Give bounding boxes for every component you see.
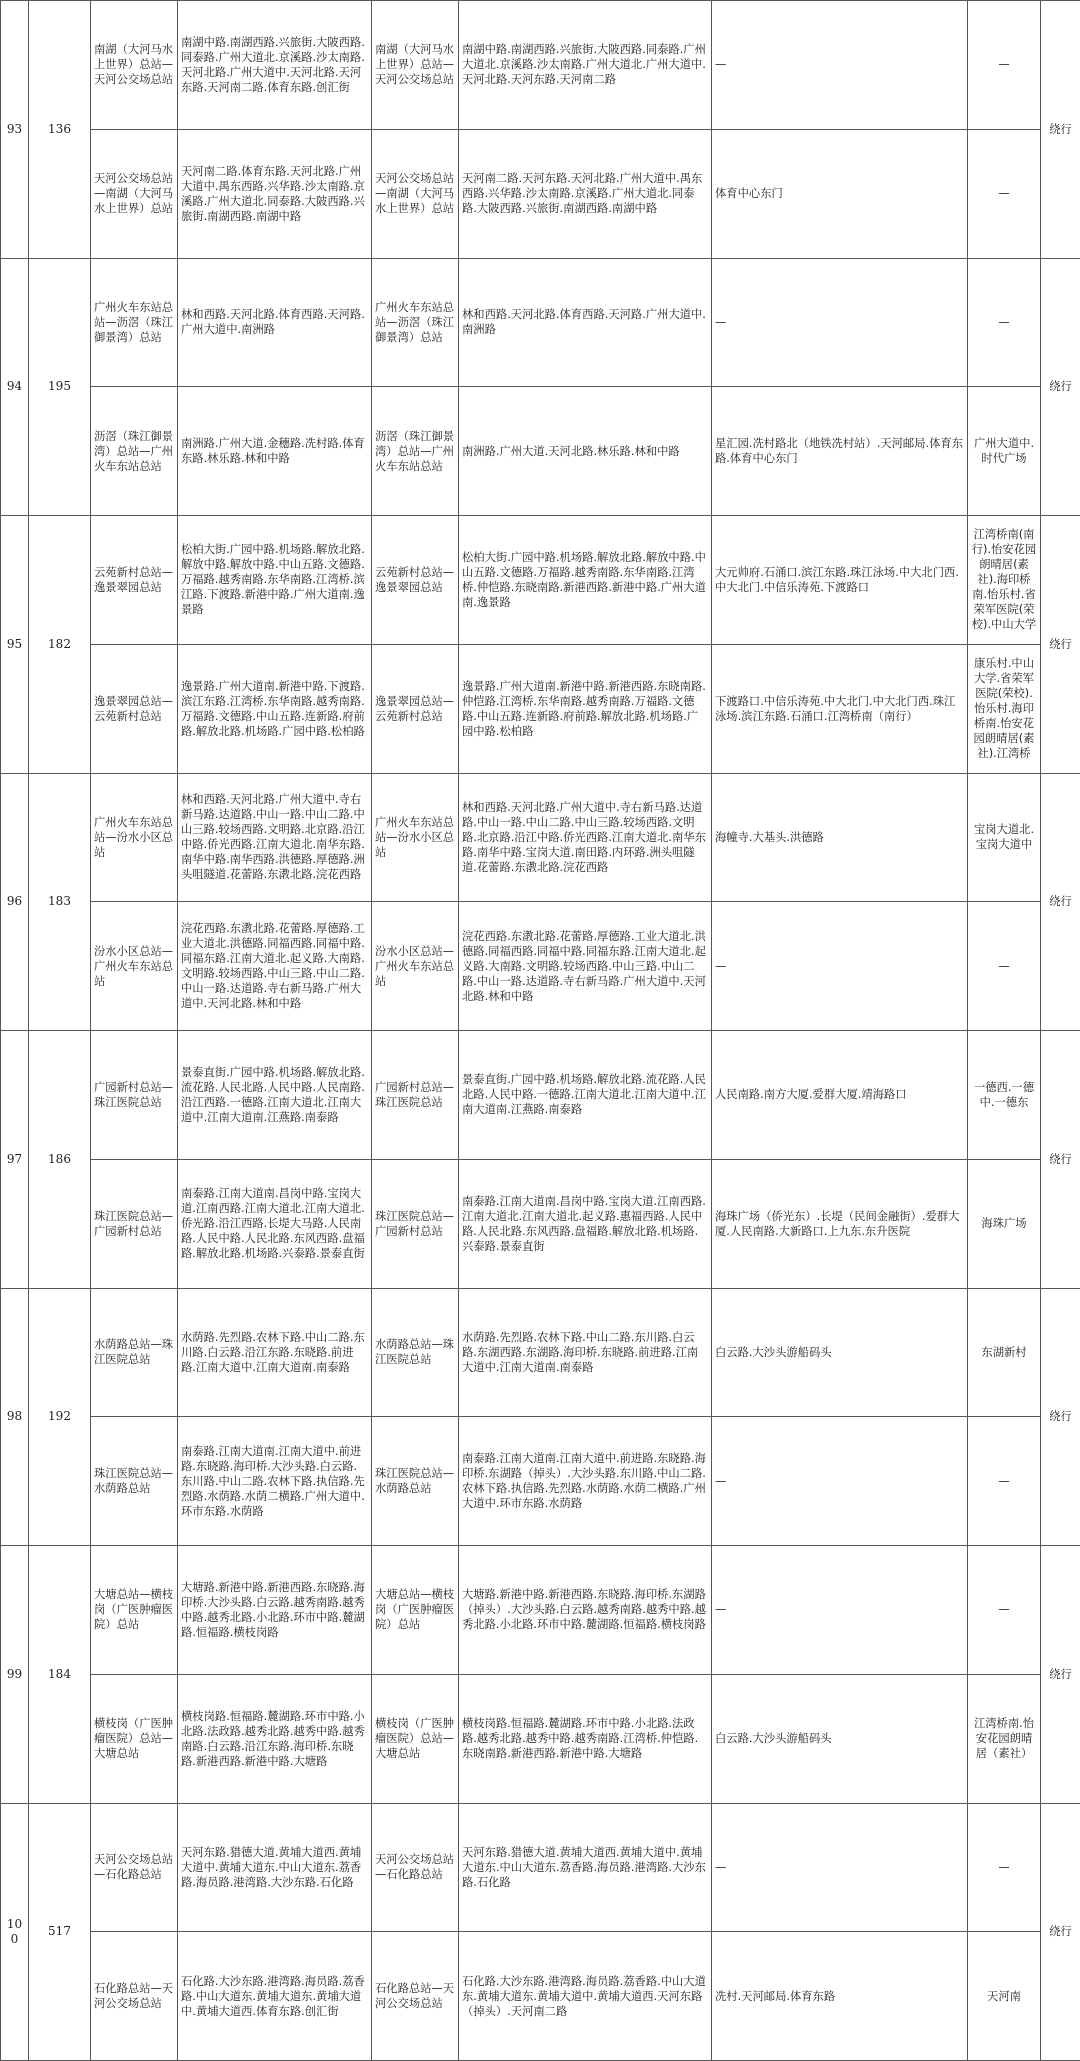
added-stops-cell: 体育中心东门	[712, 129, 968, 258]
new-terminals-cell: 南湖（大河马水上世界）总站—天河公交场总站	[372, 1, 459, 130]
table-row	[1, 1288, 1080, 1417]
orig-path-cell: 南泰路.江南大道南.昌岗中路.宝岗大道.江南西路.江南大道北.江南大道北.侨光路.沿江西路.长堤大马路.人民南路.人民中路.人民北路.东风西路.盘福路.解放北路.机场路.兴泰路.景泰直街	[178, 1159, 372, 1288]
table-row	[1, 1932, 1080, 2061]
removed-stops-cell: —	[968, 902, 1041, 1031]
new-path-cell: 逸景路.广州大道南.新港中路.新港西路.东晓南路.仲恺路.江湾桥.东华南路.越秀南路.万福路.文德路.中山五路.连新路.府前路.解放北路.机场路.广园中路.松柏路	[459, 644, 712, 773]
removed-stops-cell: 海珠广场	[968, 1159, 1041, 1288]
table-row	[1, 129, 1080, 258]
new-path-cell: 浣花西路.东漖北路.花蕾路.厚德路.工业大道北.洪德路.同福西路.同福中路.同福东路.江南大道北.起义路.大南路.文明路.较场西路.中山三路.中山二路.中山一路.达道路.寺右新马路.广州大道中.天河北路.林和中路	[459, 902, 712, 1031]
added-stops-cell: 白云路.大沙头游船码头	[712, 1288, 968, 1417]
removed-stops-cell: —	[968, 1803, 1041, 1932]
orig-path-cell: 林和西路.天河北路.体育西路.天河路.广州大道中.南洲路	[178, 258, 372, 387]
orig-path-cell: 南泰路.江南大道南.江南大道中.前进路.东晓路.海印桥.大沙头路.白云路.东川路.中山二路.农林下路.执信路.先烈路.水荫路.水荫二横路.广州大道中.环市东路.水荫路	[178, 1417, 372, 1546]
new-terminals-cell: 广园新村总站—珠江医院总站	[372, 1031, 459, 1160]
table-row	[1, 644, 1080, 773]
table-row	[1, 258, 1080, 387]
added-stops-cell: —	[712, 258, 968, 387]
table-row	[1, 516, 1080, 645]
orig-terminals-cell: 石化路总站—天河公交场总站	[91, 1932, 178, 2061]
added-stops-cell: 白云路.大沙头游船码头	[712, 1674, 968, 1803]
note-cell: 绕行	[1041, 773, 1080, 1031]
orig-terminals-cell: 广州火车东站总站—沥滘（珠江御景湾）总站	[91, 258, 178, 387]
new-terminals-cell: 广州火车东站总站—沥滘（珠江御景湾）总站	[372, 258, 459, 387]
note-cell: 绕行	[1041, 258, 1080, 516]
orig-terminals-cell: 南湖（大河马水上世界）总站—天河公交场总站	[91, 1, 178, 130]
orig-path-cell: 南洲路.广州大道.金穗路.冼村路.体育东路.林乐路.林和中路	[178, 387, 372, 516]
new-path-cell: 大塘路.新港中路.新港西路.东晓路.海印桥.东湖路（掉头）.大沙头路.白云路.越秀南路.越秀中路.越秀北路.小北路.环市中路.麓湖路.恒福路.横枝岗路	[459, 1546, 712, 1675]
orig-terminals-cell: 广园新村总站—珠江医院总站	[91, 1031, 178, 1160]
table-row	[1, 1803, 1080, 1932]
table-row	[1, 1031, 1080, 1160]
note-cell: 绕行	[1041, 516, 1080, 774]
orig-terminals-cell: 横枝岗（广医肿瘤医院）总站—大塘总站	[91, 1674, 178, 1803]
orig-path-cell: 石化路.大沙东路.港湾路.海员路.荔香路.中山大道东.黄埔大道东.黄埔大道中.黄埔大道西.体育东路.创汇街	[178, 1932, 372, 2061]
orig-path-cell: 逸景路.广州大道南.新港中路.下渡路.滨江东路.江湾桥.东华南路.越秀南路.万福路.文德路.中山五路.连新路.府前路.解放北路.机场路.广园中路.松柏路	[178, 644, 372, 773]
orig-path-cell: 横枝岗路.恒福路.麓湖路.环市中路.小北路.法政路.越秀北路.越秀中路.越秀南路.白云路.沿江东路.海印桥.东晓路.新港西路.新港中路.大塘路	[178, 1674, 372, 1803]
removed-stops-cell: 康乐村.中山大学.省荣军医院(荣校).怡乐村.海印桥南.怡安花园朗晴居(素社).江湾桥	[968, 644, 1041, 773]
orig-terminals-cell: 珠江医院总站—水荫路总站	[91, 1417, 178, 1546]
added-stops-cell: —	[712, 902, 968, 1031]
orig-terminals-cell: 广州火车东站总站—汾水小区总站	[91, 773, 178, 902]
orig-path-cell: 天河东路.猎德大道.黄埔大道西.黄埔大道中.黄埔大道东.中山大道东.荔香路.海员路.港湾路.大沙东路.石化路	[178, 1803, 372, 1932]
new-path-cell: 天河南二路.天河东路.天河北路.广州大道中.禺东西路.兴华路.沙太南路.京溪路.广州大道北.同泰路.大陂西路.兴旅街.南湖西路.南湖中路	[459, 129, 712, 258]
orig-terminals-cell: 大塘总站—横枝岗（广医肿瘤医院）总站	[91, 1546, 178, 1675]
new-path-cell: 南洲路.广州大道.天河北路.林乐路.林和中路	[459, 387, 712, 516]
orig-path-cell: 景泰直街.广园中路.机场路.解放北路.流花路.人民北路.人民中路.人民南路.沿江西路.一德路.江南大道北.江南大道中.江南大道南.江燕路.南泰路	[178, 1031, 372, 1160]
table-row	[1, 1417, 1080, 1546]
added-stops-cell: 海幢寺.大基头.洪德路	[712, 773, 968, 902]
removed-stops-cell: 天河南	[968, 1932, 1041, 2061]
added-stops-cell: —	[712, 1, 968, 130]
seq-cell: 99	[1, 1546, 29, 1804]
new-terminals-cell: 珠江医院总站—水荫路总站	[372, 1417, 459, 1546]
removed-stops-cell: —	[968, 1, 1041, 130]
line-number-cell: 183	[29, 773, 91, 1031]
removed-stops-cell: —	[968, 1417, 1041, 1546]
line-number-cell: 186	[29, 1031, 91, 1289]
orig-path-cell: 水荫路.先烈路.农林下路.中山二路.东川路.白云路.沿江东路.东晓路.前进路.江南大道中.江南大道南.南泰路	[178, 1288, 372, 1417]
table-row	[1, 1, 1080, 130]
new-terminals-cell: 沥滘（珠江御景湾）总站—广州火车东站总站	[372, 387, 459, 516]
line-number-cell: 184	[29, 1546, 91, 1804]
new-path-cell: 水荫路.先烈路.农林下路.中山二路.东川路.白云路.东湖西路.东湖路.海印桥.东晓路.前进路.江南大道中.江南大道南.南泰路	[459, 1288, 712, 1417]
new-path-cell: 景泰直街.广园中路.机场路.解放北路.流花路.人民北路.人民中路.一德路.江南大道北.江南大道中.江南大道南.江燕路.南泰路	[459, 1031, 712, 1160]
removed-stops-cell: —	[968, 129, 1041, 258]
orig-path-cell: 南湖中路.南湖西路.兴旅街.大陂西路.同泰路.广州大道北.京溪路.沙太南路.天河北路.广州大道中.天河北路.天河东路.天河南二路.体育东路.创汇街	[178, 1, 372, 130]
new-path-cell: 南湖中路.南湖西路.兴旅街.大陂西路.同泰路.广州大道北.京溪路.沙太南路.广州大道北.广州大道中.天河北路.天河东路.天河南二路	[459, 1, 712, 130]
removed-stops-cell: 广州大道中.时代广场	[968, 387, 1041, 516]
new-path-cell: 南泰路.江南大道南.昌岗中路.宝岗大道.江南西路.江南大道北.江南大道北.起义路.惠福西路.人民中路.人民北路.东风西路.盘福路.解放北路.机场路.兴泰路.景泰直街	[459, 1159, 712, 1288]
line-number-cell: 182	[29, 516, 91, 774]
new-terminals-cell: 横枝岗（广医肿瘤医院）总站—大塘总站	[372, 1674, 459, 1803]
orig-terminals-cell: 汾水小区总站—广州火车东站总站	[91, 902, 178, 1031]
seq-cell: 98	[1, 1288, 29, 1546]
added-stops-cell: 冼村.天河邮局.体育东路	[712, 1932, 968, 2061]
note-cell: 绕行	[1041, 1803, 1080, 2061]
new-terminals-cell: 云苑新村总站—逸景翠园总站	[372, 516, 459, 645]
table-row	[1, 387, 1080, 516]
added-stops-cell: —	[712, 1546, 968, 1675]
line-number-cell: 195	[29, 258, 91, 516]
new-terminals-cell: 石化路总站—天河公交场总站	[372, 1932, 459, 2061]
orig-terminals-cell: 逸景翠园总站—云苑新村总站	[91, 644, 178, 773]
removed-stops-cell: 一德西.一德中.一德东	[968, 1031, 1041, 1160]
new-terminals-cell: 逸景翠园总站—云苑新村总站	[372, 644, 459, 773]
line-number-cell: 192	[29, 1288, 91, 1546]
table-row	[1, 1159, 1080, 1288]
note-cell: 绕行	[1041, 1288, 1080, 1546]
new-path-cell: 横枝岗路.恒福路.麓湖路.环市中路.小北路.法政路.越秀北路.越秀中路.越秀南路.江湾桥.仲恺路.东晓南路.新港西路.新港中路.大塘路	[459, 1674, 712, 1803]
orig-path-cell: 浣花西路.东漖北路.花蕾路.厚德路.工业大道北.洪德路.同福西路.同福中路.同福东路.江南大道北.起义路.大南路.文明路.较场西路.中山三路.中山二路.中山一路.达道路.寺右新马路.广州大道中.天河北路.林和中路	[178, 902, 372, 1031]
orig-path-cell: 林和西路.天河北路.广州大道中.寺右新马路.达道路.中山一路.中山二路.中山三路.较场西路.文明路.北京路.沿江中路.侨光西路.江南大道北.南华东路.南华中路.南华西路.洪德路.厚德路.洲头咀隧道.花蕾路.东漖北路.浣花西路	[178, 773, 372, 902]
seq-cell: 97	[1, 1031, 29, 1289]
table-row	[1, 773, 1080, 902]
table-row	[1, 902, 1080, 1031]
new-terminals-cell: 天河公交场总站—南湖（大河马水上世界）总站	[372, 129, 459, 258]
new-terminals-cell: 珠江医院总站—广园新村总站	[372, 1159, 459, 1288]
new-terminals-cell: 汾水小区总站—广州火车东站总站	[372, 902, 459, 1031]
seq-cell: 96	[1, 773, 29, 1031]
added-stops-cell: 海珠广场（侨光东）.长堤（民间金融街）.爱群大厦.人民南路.大新路口.上九东.东升医院	[712, 1159, 968, 1288]
note-cell: 绕行	[1041, 1031, 1080, 1289]
orig-path-cell: 松柏大街.广园中路.机场路.解放北路.解放中路.解放中路.中山五路.文德路.万福路.越秀南路.东华南路.江湾桥.滨江路.下渡路.新港中路.广州大道南.逸景路	[178, 516, 372, 645]
table-row	[1, 1674, 1080, 1803]
removed-stops-cell: 江湾桥南.怡安花园朗晴居（素社）	[968, 1674, 1041, 1803]
new-terminals-cell: 大塘总站—横枝岗（广医肿瘤医院）总站	[372, 1546, 459, 1675]
note-cell: 绕行	[1041, 1546, 1080, 1804]
added-stops-cell: 人民南路.南方大厦.爱群大厦.靖海路口	[712, 1031, 968, 1160]
new-path-cell: 松柏大街.广园中路.机场路.解放北路.解放中路.中山五路.文德路.万福路.越秀南路.东华南路.江湾桥.仲恺路.东晓南路.新港西路.新港中路.广州大道南.逸景路	[459, 516, 712, 645]
line-number-cell: 136	[29, 1, 91, 259]
route-table-body	[1, 1, 1080, 2061]
new-path-cell: 林和西路.天河北路.体育西路.天河路.广州大道中.南洲路	[459, 258, 712, 387]
added-stops-cell: 下渡路口.中信乐涛苑.中大北门.中大北门西.珠江泳场.滨江东路.石涌口.江湾桥南（南行）	[712, 644, 968, 773]
added-stops-cell: —	[712, 1417, 968, 1546]
orig-path-cell: 大塘路.新港中路.新港西路.东晓路.海印桥.大沙头路.白云路.越秀南路.越秀中路.越秀北路.小北路.环市中路.麓湖路.恒福路.横枝岗路	[178, 1546, 372, 1675]
orig-terminals-cell: 沥滘（珠江御景湾）总站—广州火车东站总站	[91, 387, 178, 516]
new-path-cell: 南泰路.江南大道南.江南大道中.前进路.东晓路.海印桥.东湖路（掉头）.大沙头路.东川路.中山二路.农林下路.执信路.先烈路.水荫路.水荫二横路.广州大道中.环市东路.水荫路	[459, 1417, 712, 1546]
seq-cell: 95	[1, 516, 29, 774]
removed-stops-cell: 宝岗大道北.宝岗大道中	[968, 773, 1041, 902]
added-stops-cell: 星汇园.冼村路北（地铁冼村站）.天河邮局.体育东路.体育中心东门	[712, 387, 968, 516]
orig-path-cell: 天河南二路.体育东路.天河北路.广州大道中.禺东西路.兴华路.沙太南路.京溪路.广州大道北.同泰路.大陂西路.兴旅街.南湖西路.南湖中路	[178, 129, 372, 258]
orig-terminals-cell: 天河公交场总站—石化路总站	[91, 1803, 178, 1932]
new-terminals-cell: 天河公交场总站—石化路总站	[372, 1803, 459, 1932]
removed-stops-cell: —	[968, 1546, 1041, 1675]
new-path-cell: 石化路.大沙东路.港湾路.海员路.荔香路.中山大道东.黄埔大道东.黄埔大道中.黄埔大道西.天河东路（掉头）.天河南二路	[459, 1932, 712, 2061]
added-stops-cell: 大元帅府.石涌口.滨江东路.珠江泳场.中大北门西.中大北门.中信乐涛苑.下渡路口	[712, 516, 968, 645]
note-cell: 绕行	[1041, 1, 1080, 259]
removed-stops-cell: 东湖新村	[968, 1288, 1041, 1417]
seq-cell: 100	[1, 1803, 29, 2061]
new-path-cell: 林和西路.天河北路.广州大道中.寺右新马路.达道路.中山一路.中山二路.中山三路.较场西路.文明路.北京路.沿江中路.侨光西路.江南大道北.南华东路.南华中路.宝岗大道.南田路.内环路.洲头咀隧道.花蕾路.东漖北路.浣花西路	[459, 773, 712, 902]
orig-terminals-cell: 云苑新村总站—逸景翠园总站	[91, 516, 178, 645]
new-path-cell: 天河东路.猎德大道.黄埔大道西.黄埔大道中.黄埔大道东.中山大道东.荔香路.海员路.港湾路.大沙东路.石化路	[459, 1803, 712, 1932]
removed-stops-cell: —	[968, 258, 1041, 387]
table-row	[1, 1546, 1080, 1675]
new-terminals-cell: 广州火车东站总站—汾水小区总站	[372, 773, 459, 902]
orig-terminals-cell: 珠江医院总站—广园新村总站	[91, 1159, 178, 1288]
removed-stops-cell: 江湾桥南(南行).怡安花园朗晴居(素社).海印桥南.怡乐村.省荣军医院(荣校).中山大学	[968, 516, 1041, 645]
orig-terminals-cell: 水荫路总站—珠江医院总站	[91, 1288, 178, 1417]
new-terminals-cell: 水荫路总站—珠江医院总站	[372, 1288, 459, 1417]
line-number-cell: 517	[29, 1803, 91, 2061]
seq-cell: 93	[1, 1, 29, 259]
seq-cell: 94	[1, 258, 29, 516]
orig-terminals-cell: 天河公交场总站—南湖（大河马水上世界）总站	[91, 129, 178, 258]
added-stops-cell: —	[712, 1803, 968, 1932]
